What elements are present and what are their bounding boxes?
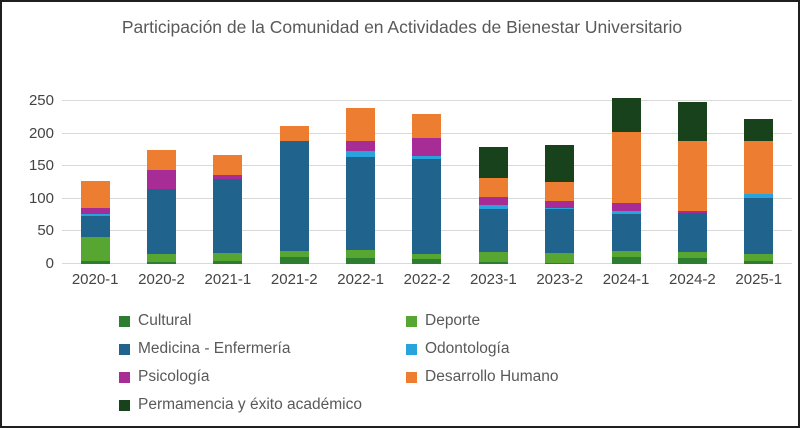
bar-segment	[412, 138, 441, 156]
bar-segment	[280, 141, 309, 251]
x-tick-label: 2025-1	[735, 271, 783, 288]
bar-cell	[327, 90, 393, 264]
bar-2023-2	[545, 145, 574, 264]
bar-segment	[81, 261, 110, 264]
x-tick-label: 2022-1	[337, 271, 384, 288]
legend-item	[119, 396, 406, 414]
legend-item	[406, 368, 559, 386]
legend-swatch-icon	[406, 372, 417, 383]
bar-2021-2	[280, 126, 309, 264]
x-tick-label: 2023-2	[536, 271, 584, 288]
bar-segment	[81, 216, 110, 237]
legend-label: Deporte	[425, 312, 481, 329]
chart-title: Participación de la Comunidad en Actividades de Bienestar Universitario	[121, 17, 683, 37]
bar-segment	[612, 132, 641, 203]
x-tick-label: 2020-2	[138, 271, 185, 288]
bar-segment	[346, 258, 375, 264]
legend-label: Psicología	[138, 368, 210, 385]
bar-segment	[147, 170, 176, 189]
bar-segment	[346, 157, 375, 250]
x-tick-label: 2021-2	[270, 271, 318, 288]
bar-segment	[479, 252, 508, 262]
x-tick-label: 2022-2	[403, 271, 451, 288]
x-tick-label: 2023-1	[469, 271, 517, 288]
y-tick-label: 100	[28, 189, 54, 207]
bar-segment	[280, 126, 309, 141]
y-tick-label: 0	[45, 255, 54, 272]
bar-cell	[62, 90, 128, 264]
bar-segment	[412, 159, 441, 254]
bar-segment	[213, 261, 242, 264]
bar-2022-1	[346, 108, 375, 264]
bar-segment	[412, 114, 441, 137]
bar-segment	[545, 263, 574, 264]
bar-segment	[678, 213, 707, 252]
legend-item	[406, 340, 559, 358]
bar-2020-2	[147, 150, 176, 264]
bar-segment	[412, 259, 441, 264]
bar-cell	[726, 90, 792, 264]
bar-2024-1	[612, 98, 641, 264]
bar-segment	[678, 141, 707, 211]
bar-cell	[659, 90, 725, 264]
legend-label: Odontología	[425, 340, 510, 357]
plot-area	[62, 90, 792, 264]
bar-segment	[479, 209, 508, 252]
bar-segment	[744, 261, 773, 264]
bar-segment	[678, 258, 707, 264]
bars-container	[62, 90, 792, 264]
bar-segment	[479, 178, 508, 197]
legend-item	[119, 368, 406, 386]
bar-segment	[479, 262, 508, 264]
legend-swatch-icon	[406, 316, 417, 327]
bar-segment	[744, 119, 773, 141]
bar-segment	[612, 214, 641, 251]
bar-cell	[394, 90, 460, 264]
x-tick-label: 2024-1	[602, 271, 650, 288]
legend-item	[406, 312, 559, 330]
bar-segment	[147, 254, 176, 262]
bar-segment	[612, 257, 641, 264]
legend-swatch-icon	[119, 316, 130, 327]
x-tick-label: 2021-1	[204, 271, 252, 288]
bar-cell	[527, 90, 593, 264]
y-tick-label: 250	[28, 92, 54, 109]
bar-segment	[346, 108, 375, 141]
bar-segment	[147, 150, 176, 170]
legend-item	[119, 340, 406, 358]
bar-cell	[195, 90, 261, 264]
y-tick-label: 50	[37, 222, 54, 240]
bar-segment	[147, 189, 176, 254]
bar-segment	[280, 257, 309, 264]
bar-segment	[346, 250, 375, 258]
legend	[119, 307, 559, 419]
bar-segment	[678, 102, 707, 140]
legend-swatch-icon	[119, 344, 130, 355]
legend-swatch-icon	[119, 400, 130, 411]
bar-segment	[545, 145, 574, 182]
legend-label: Cultural	[138, 312, 192, 329]
bar-segment	[545, 182, 574, 201]
bar-segment	[147, 262, 176, 264]
bar-2022-2	[412, 114, 441, 264]
bar-segment	[744, 198, 773, 255]
bar-2021-1	[213, 155, 242, 264]
bar-cell	[128, 90, 194, 264]
bar-segment	[213, 253, 242, 261]
bar-segment	[213, 155, 242, 175]
bar-2020-1	[81, 181, 110, 264]
bar-segment	[479, 197, 508, 205]
y-tick-label: 150	[28, 157, 54, 175]
bar-2023-1	[479, 147, 508, 264]
bar-segment	[81, 181, 110, 208]
legend-label: Permamencia y éxito académico	[138, 396, 362, 413]
bar-segment	[545, 201, 574, 208]
bar-2025-1	[744, 119, 773, 264]
legend-label: Medicina - Enfermería	[138, 340, 291, 357]
legend-label: Desarrollo Humano	[425, 368, 559, 385]
bar-segment	[346, 141, 375, 151]
y-tick-label: 200	[28, 124, 54, 142]
bar-cell	[460, 90, 526, 264]
bar-segment	[744, 141, 773, 194]
x-axis	[62, 271, 792, 288]
x-tick-label: 2024-2	[669, 271, 716, 288]
legend-swatch-icon	[406, 344, 417, 355]
bar-segment	[545, 253, 574, 263]
bar-segment	[612, 98, 641, 132]
legend-item	[119, 312, 406, 330]
bar-segment	[81, 237, 110, 260]
bar-cell	[261, 90, 327, 264]
bar-segment	[545, 209, 574, 253]
bar-cell	[593, 90, 659, 264]
bar-segment	[612, 203, 641, 211]
x-tick-label: 2020-1	[71, 271, 119, 288]
bar-segment	[479, 147, 508, 178]
legend-swatch-icon	[119, 372, 130, 383]
bar-2024-2	[678, 102, 707, 264]
bar-segment	[213, 179, 242, 253]
